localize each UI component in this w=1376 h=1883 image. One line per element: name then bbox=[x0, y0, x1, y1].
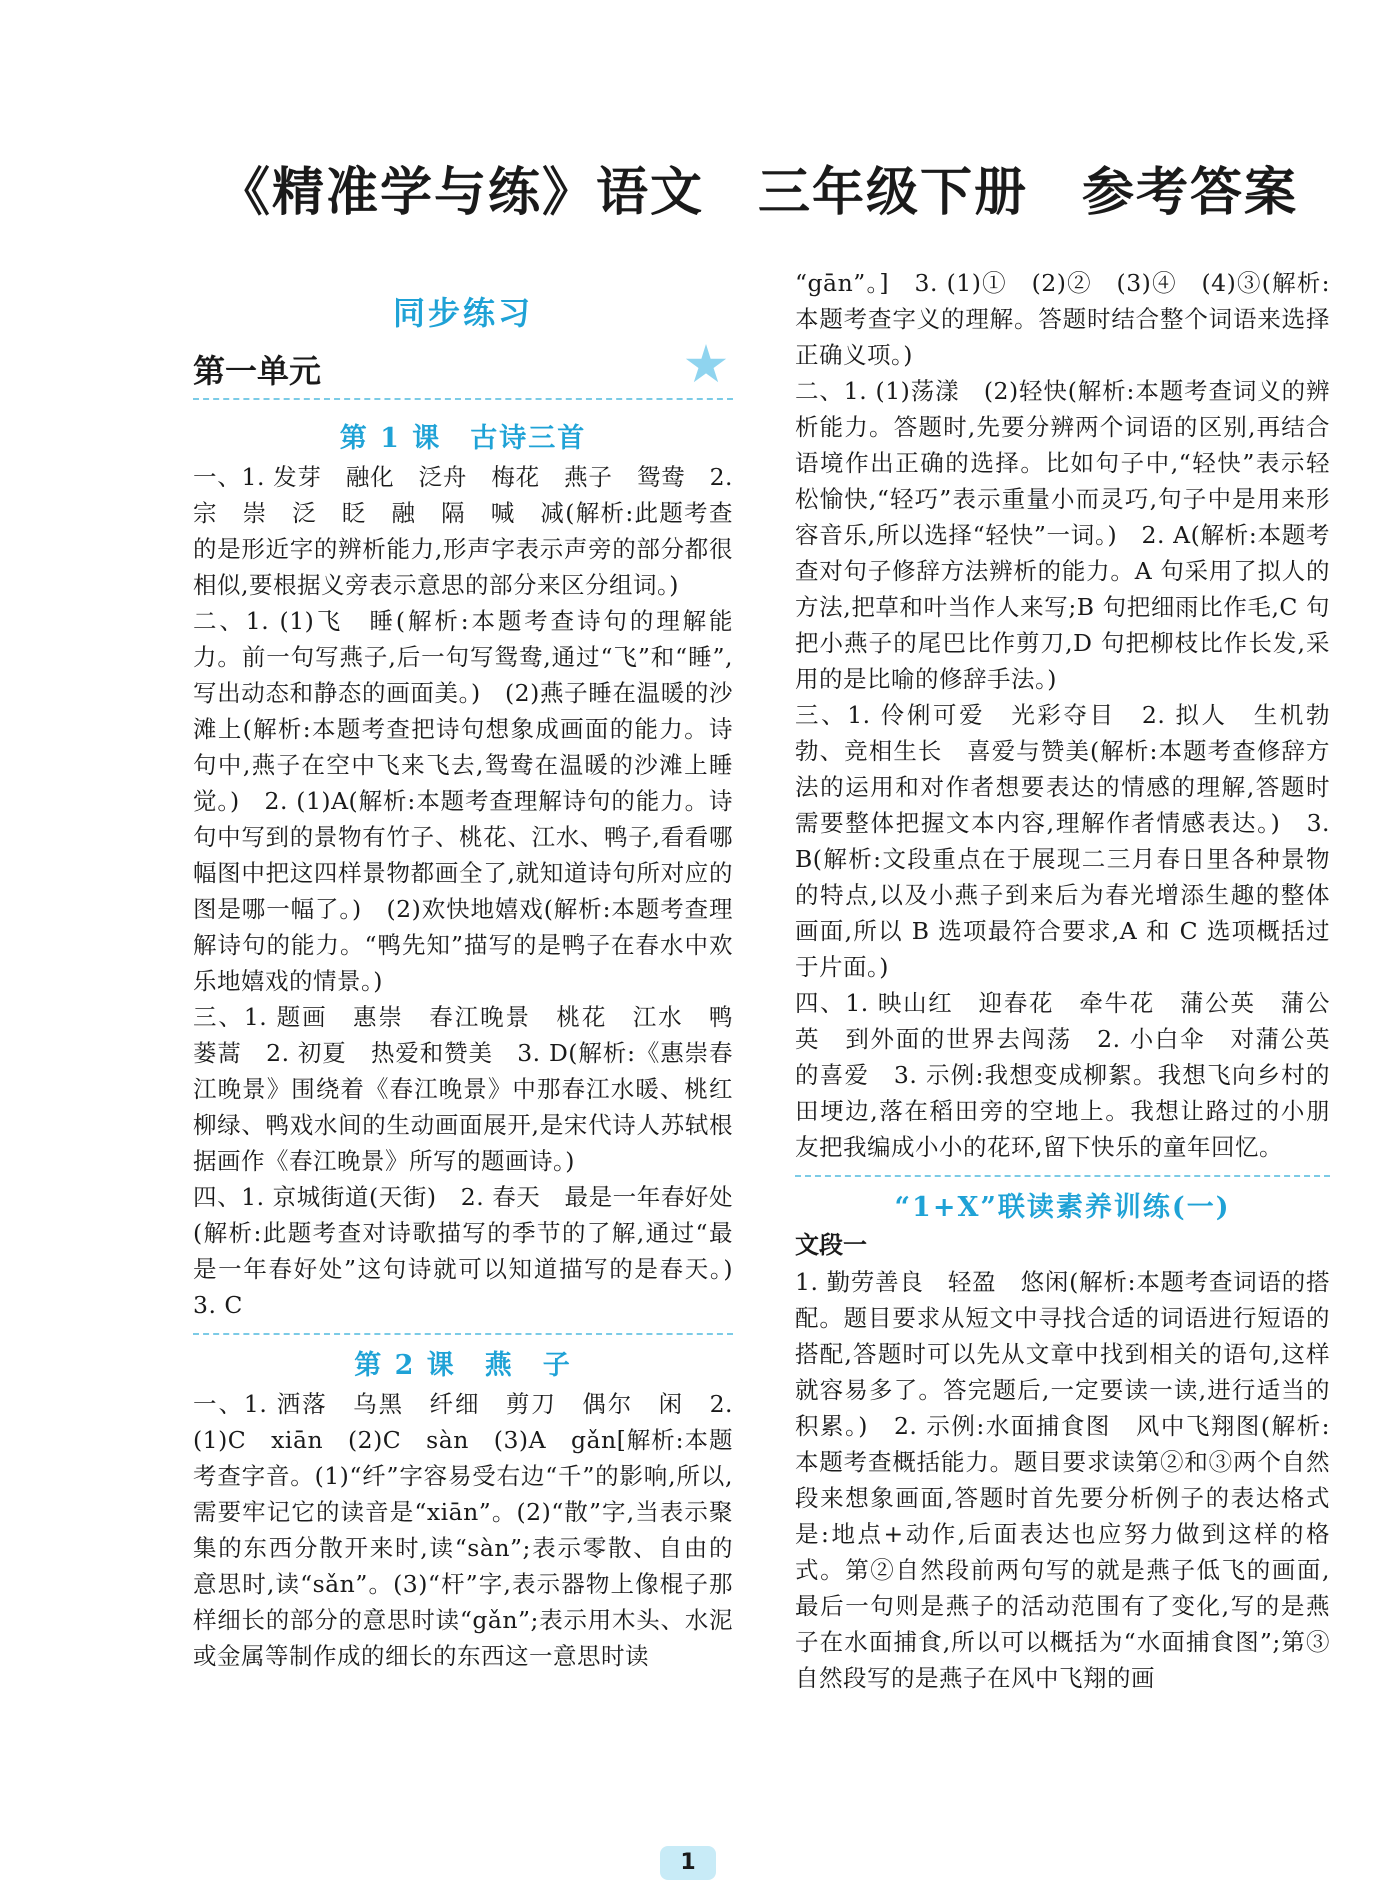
answer-paragraph: 三、1. 伶俐可爱 光彩夺目 2. 拟人 生机勃勃、竞相生长 喜爱与赞美(解析:本题考查修辞方法的运用和对作者想要表达的情感的理解,答题时需要整体把握文本内容,理解作者情感表达。) 3. B(解析:文段重点在于展现二三月春日里各种景物的特点,以及小燕子到来后为春光增添生趣的整体画面,所以 B 选项最符合要求,A 和 C 选项概括过于片面。) bbox=[795, 701, 1330, 981]
answer-paragraph: 二、1. (1)荡漾 (2)轻快(解析:本题考查词义的辨析能力。答题时,先要分辨两个词语的区别,再结合语境作出正确的选择。比如句子中,“轻快”表示轻松愉快,“轻巧”表示重量小而灵巧,句子中是用来形容音乐,所以选择“轻快”一词。) 2. A(解析:本题考查对句子修辞方法辨析的能力。A 句采用了拟人的方法,把草和叶当作人来写;B 句把细雨比作毛,C 句把小燕子的尾巴比作剪刀,D 句把柳枝比作长发,采用的是比喻的修辞手法。) bbox=[795, 377, 1330, 693]
star-icon bbox=[685, 344, 727, 386]
lesson-2-title: 第 2 课 燕 子 bbox=[354, 1350, 572, 1381]
page-number: 1 bbox=[660, 1846, 716, 1880]
training-section-title: “1+X”联读素养训练(一) bbox=[894, 1192, 1231, 1223]
answer-paragraph: 一、1. 洒落 乌黑 纤细 剪刀 偶尔 闲 2. (1)C xiān (2)C sàn (3)A gǎn[解析:本题考查字音。(1)“纤”字容易受右边“千”的影响,所以,需要牢记它的读音是“xiān”。(2)“散”字,当表示聚集的东西分散开来时,读“sàn”;表示零散、自由的意思时,读“sǎn”。(3)“杆”字,表示器物上像棍子那样细长的部分的意思时读“gǎn”;表示用木头、水泥或金属等制作成的细长的东西这一意思时读 bbox=[193, 1390, 733, 1670]
answer-paragraph: 四、1. 京城街道(天街) 2. 春天 最是一年春好处(解析:此题考查对诗歌描写的季节的了解,通过“最是一年春好处”这句诗就可以知道描写的是春天。) 3. C bbox=[193, 1183, 757, 1319]
divider bbox=[193, 1333, 733, 1335]
right-column bbox=[795, 265, 1330, 1696]
unit-label: 第一单元 bbox=[193, 352, 322, 390]
divider bbox=[795, 1175, 1330, 1177]
answer-paragraph: 二、1. (1)飞 睡(解析:本题考查诗句的理解能力。前一句写燕子,后一句写鸳鸯,通过“飞”和“睡”,写出动态和静态的画面美。) (2)燕子睡在温暖的沙滩上(解析:本题考查把诗句想象成画面的能力。诗句中,燕子在空中飞来飞去,鸳鸯在温暖的沙滩上睡觉。) 2. (1)A(解析:本题考查理解诗句的能力。诗句中写到的景物有竹子、桃花、江水、鸭子,看看哪幅图中把这四样景物都画全了,就知道诗句所对应的图是哪一幅了。) (2)欢快地嬉戏(解析:本题考查理解诗句的能力。“鸭先知”描写的是鸭子在春水中欢乐地嬉戏的情景。) bbox=[193, 607, 733, 995]
section-title: 同步练习 bbox=[392, 294, 533, 332]
unit-heading bbox=[193, 346, 733, 400]
lesson-1-title: 第 1 课 古诗三首 bbox=[339, 423, 587, 454]
answer-paragraph: 四、1. 映山红 迎春花 牵牛花 蒲公英 蒲公英 到外面的世界去闯荡 2. 小白伞 对蒲公英的喜爱 3. 示例:我想变成柳絮。我想飞向乡村的田埂边,落在稻田旁的空地上。我想让路过的小朋友把我编成小小的花环,留下快乐的童年回忆。 bbox=[795, 989, 1330, 1161]
answer-paragraph: 1. 勤劳善良 轻盈 悠闲(解析:本题考查词语的搭配。题目要求从短文中寻找合适的词语进行短语的搭配,答题时可以先从文章中找到相关的语句,这样就容易多了。答完题后,一定要读一读,进行适当的积累。) 2. 示例:水面捕食图 风中飞翔图(解析:本题考查概括能力。题目要求读第②和③两个自然段来想象画面,答题时首先要分析例子的表达格式是:地点+动作,后面表达也应努力做到这样的格式。第②自然段前两句写的就是燕子低飞的画面,最后一句则是燕子的活动范围有了变化,写的是燕子在水面捕食,所以可以概括为“水面捕食图”;第③自然段写的是燕子在风中飞翔的画 bbox=[795, 1268, 1330, 1692]
page-title: 《精准学与练》语文 三年级下册 参考答案 bbox=[217, 162, 1298, 223]
passage-subheading: 文段一 bbox=[795, 1230, 867, 1259]
left-column bbox=[193, 270, 757, 1674]
answer-paragraph: 三、1. 题画 惠崇 春江晚景 桃花 江水 鸭 蒌蒿 2. 初夏 热爱和赞美 3. D(解析:《惠崇春江晚景》围绕着《春江晚景》中那春江水暖、桃红柳绿、鸭戏水间的生动画面展开,是宋代诗人苏轼根据画作《春江晚景》所写的题画诗。) bbox=[193, 1003, 757, 1175]
answer-paragraph: 一、1. 发芽 融化 泛舟 梅花 燕子 鸳鸯 2. 宗 崇 泛 眨 融 隔 喊 减(解析:此题考查的是形近字的辨析能力,形声字表示声旁的部分都很相似,要根据义旁表示意思的部分来区分组词。) bbox=[193, 463, 733, 599]
answer-paragraph: “gān”。] 3. (1)① (2)② (3)④ (4)③(解析:本题考查字义的理解。答题时结合整个词语来选择正确义项。) bbox=[795, 269, 1330, 369]
